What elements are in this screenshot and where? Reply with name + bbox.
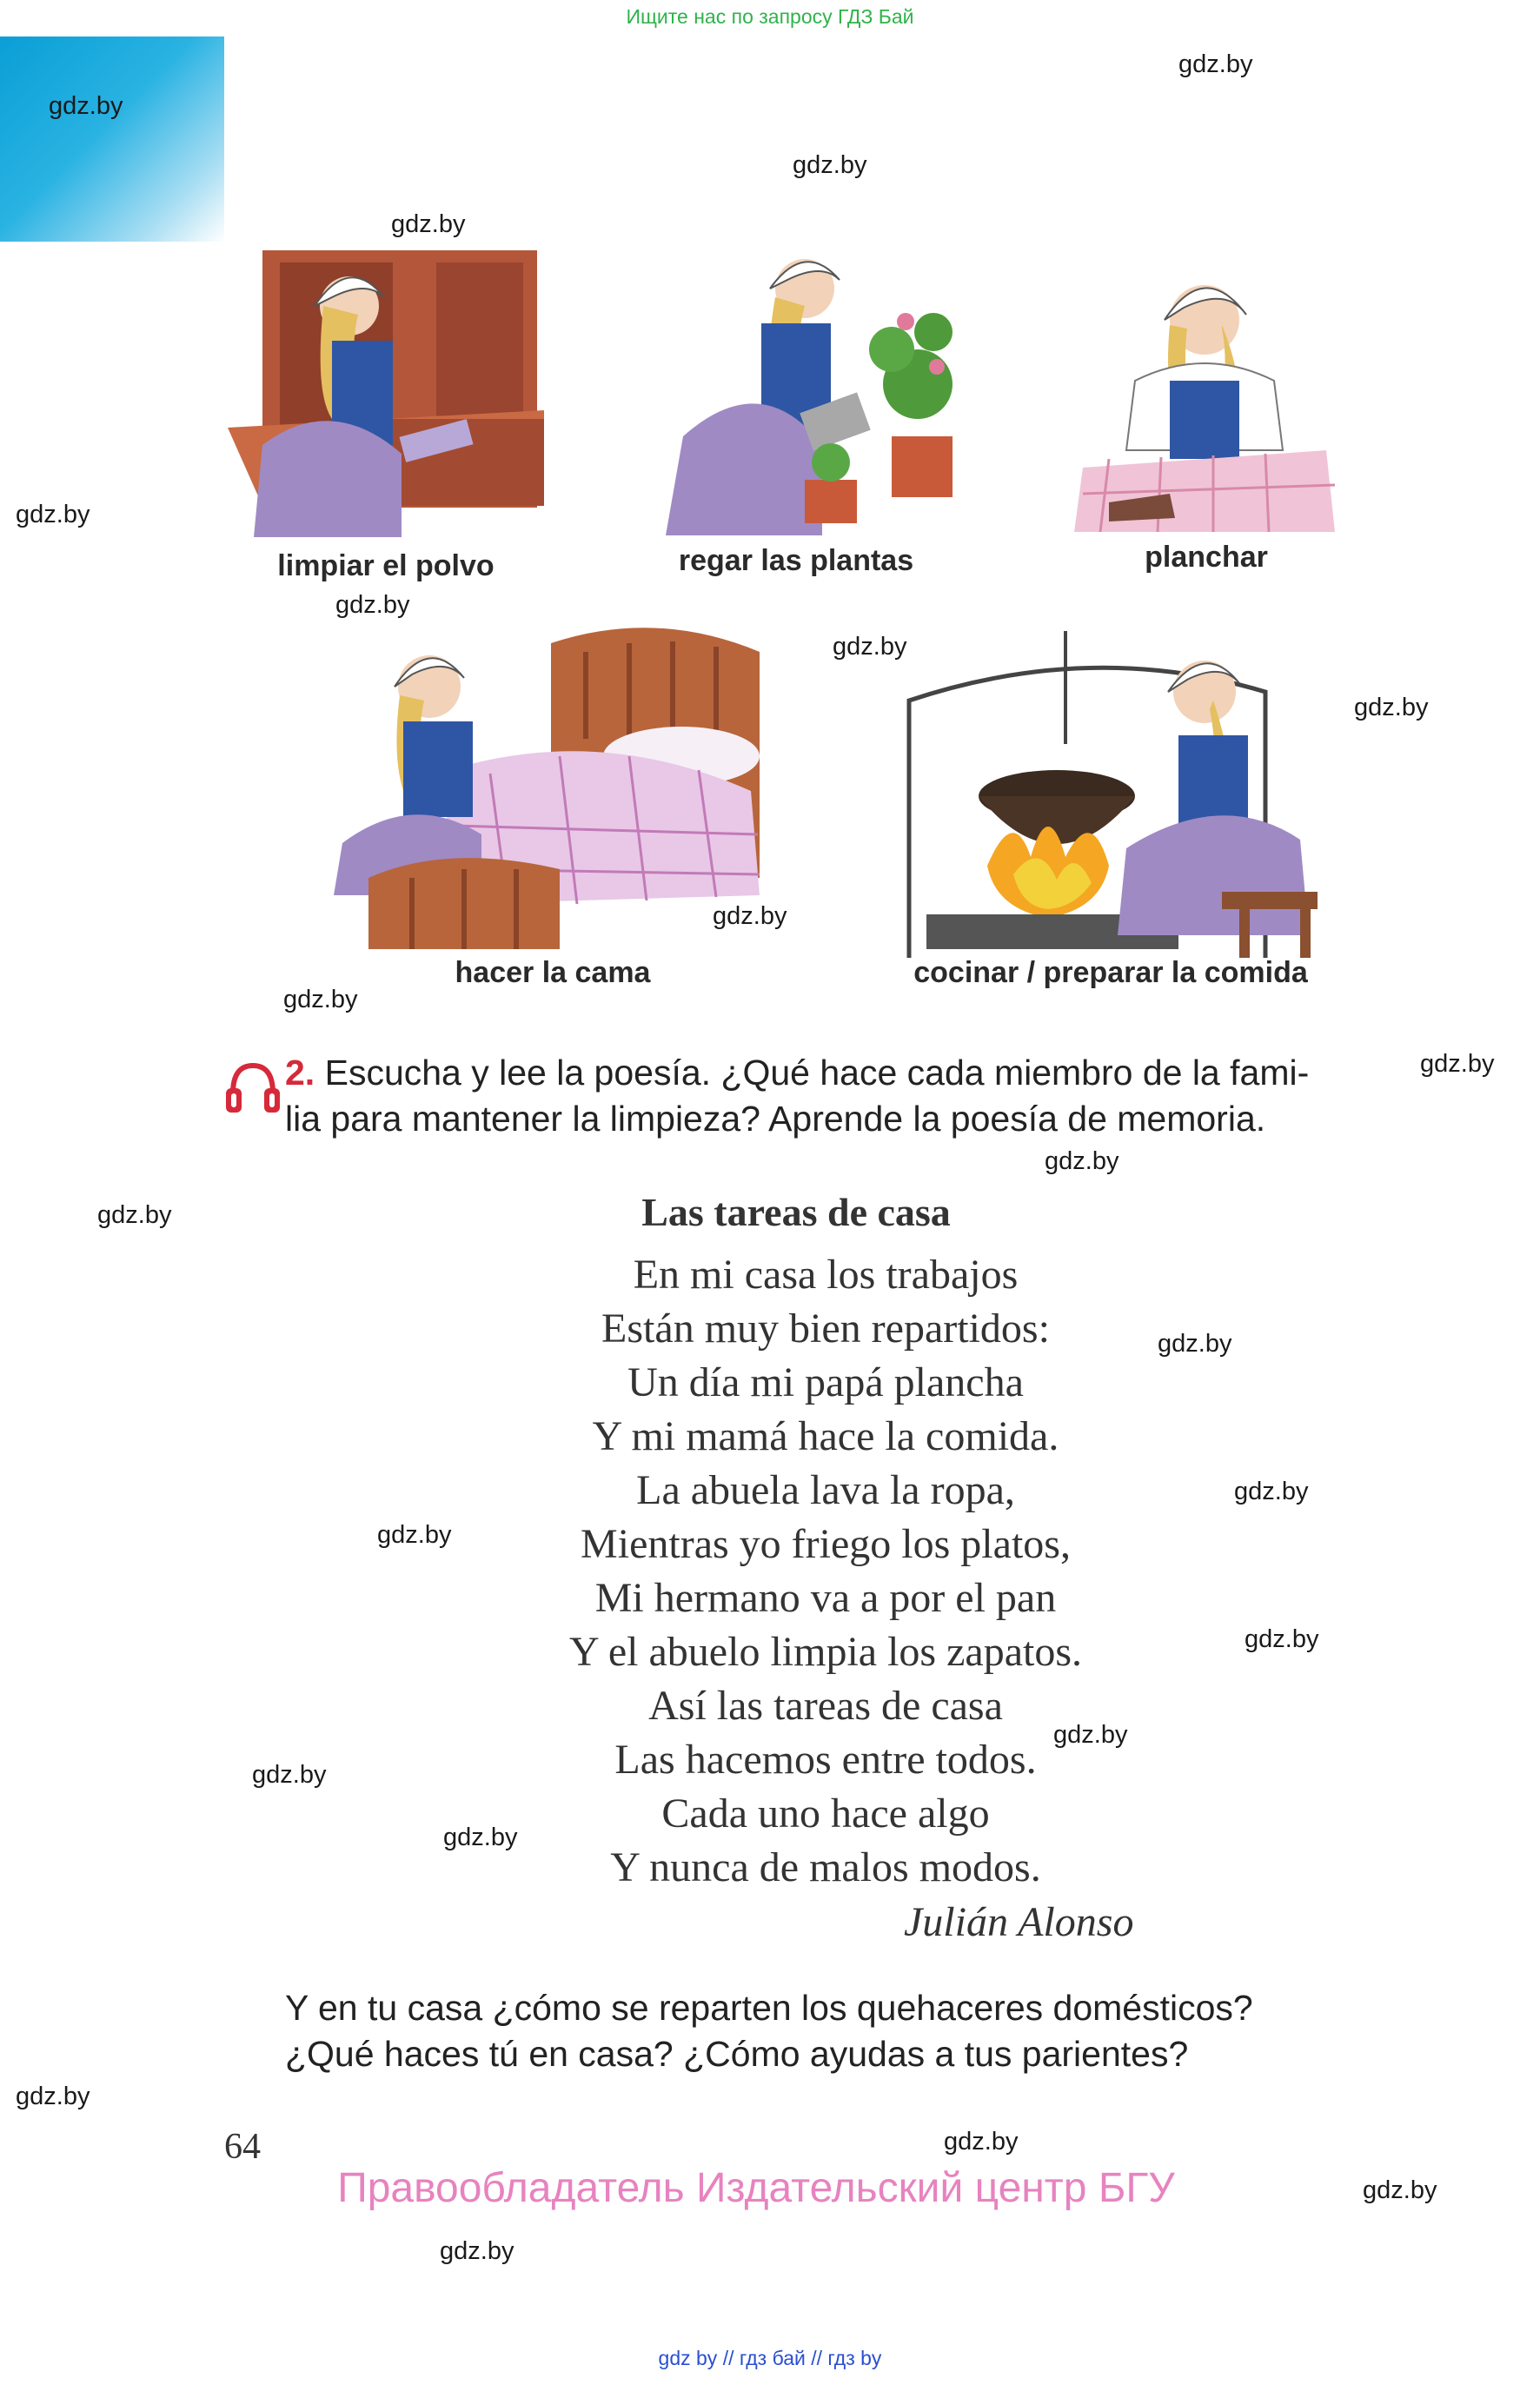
exercise-text-2: lia para mantener la limpieza? Aprende la poesía de memoria. — [285, 1099, 1266, 1139]
poem-author: Julián Alonso — [904, 1899, 1134, 1945]
watermark: gdz.by — [1158, 1330, 1232, 1358]
poem-line: Y mi mamá hace la comida. — [592, 1413, 1059, 1459]
question-line-2: ¿Qué haces tú en casa? ¿Cómo ayudas a tus parientes? — [285, 2034, 1189, 2074]
watermark: gdz.by — [833, 633, 907, 661]
poem-line: Así las tareas de casa — [648, 1683, 1003, 1729]
questions — [285, 1985, 1415, 2077]
watermark: gdz.by — [252, 1761, 327, 1789]
watermark: gdz.by — [440, 2237, 514, 2265]
watermark: gdz.by — [793, 151, 867, 179]
poem-line: Un día mi papá plancha — [627, 1359, 1024, 1405]
caption-ironing: planchar — [1145, 541, 1268, 574]
watermark: gdz.by — [713, 902, 787, 930]
exercise-line-1 — [285, 1050, 1371, 1096]
poem-line: En mi casa los trabajos — [633, 1252, 1019, 1298]
watermark: gdz.by — [1363, 2176, 1437, 2204]
corner-tab — [0, 37, 224, 242]
exercise-2 — [285, 1050, 1371, 1142]
poem-title: Las tareas de casa — [641, 1190, 951, 1234]
exercise-number: 2. — [285, 1053, 315, 1093]
page-number: 64 — [224, 2127, 261, 2167]
exercise-text-1: Escucha y lee la poesía. ¿Qué hace cada miembro de la fami- — [324, 1053, 1310, 1093]
poem-body — [487, 1248, 1165, 1895]
watermark: gdz.by — [391, 210, 466, 238]
caption-watering: regar las plantas — [678, 544, 914, 577]
poem-line: Mi hermano va a por el pan — [594, 1575, 1057, 1621]
headphones-icon — [224, 1060, 282, 1114]
caption-cooking: cocinar / preparar la comida — [913, 956, 1308, 989]
poem-line: Mientras yo friego los platos, — [581, 1521, 1071, 1567]
footer-links: gdz by // гдз бай // гдз by — [658, 2347, 882, 2369]
top-banner: Ищите нас по запросу ГДЗ Бай — [626, 5, 914, 28]
illustration-cooking — [892, 631, 1330, 958]
poem-line: Están muy bien repartidos: — [601, 1305, 1050, 1352]
watermark: gdz.by — [16, 2083, 90, 2110]
caption-making-bed: hacer la cama — [455, 956, 651, 989]
illustration-making-bed — [334, 617, 772, 949]
poem-line: Y nunca de malos modos. — [610, 1844, 1041, 1890]
watermark: gdz.by — [335, 591, 410, 619]
poem-line: Cada uno hace algo — [661, 1790, 990, 1837]
watermark: gdz.by — [1420, 1050, 1495, 1078]
illustration-ironing — [1074, 242, 1338, 532]
poem-line: Las hacemos entre todos. — [614, 1737, 1037, 1783]
watermark: gdz.by — [16, 501, 90, 528]
question-line-1: Y en tu casa ¿cómo se reparten los quehaceres domésticos? — [285, 1988, 1253, 2028]
illustration-watering — [631, 228, 961, 535]
copyright-notice: Правообладатель Издательский центр БГУ — [337, 2165, 1175, 2211]
watermark: gdz.by — [1045, 1147, 1119, 1175]
watermark: gdz.by — [1354, 694, 1429, 721]
watermark: gdz.by — [944, 2128, 1019, 2156]
watermark: gdz.by — [283, 986, 358, 1013]
watermark: gdz.by — [443, 1824, 518, 1851]
watermark: gdz.by — [377, 1521, 452, 1549]
poem-line: La abuela lava la ropa, — [636, 1467, 1015, 1513]
watermark: gdz.by — [1245, 1625, 1319, 1653]
illustration-dusting — [228, 245, 544, 537]
watermark: gdz.by — [49, 92, 123, 120]
watermark: gdz.by — [1234, 1478, 1309, 1505]
caption-dusting: limpiar el polvo — [277, 549, 495, 582]
watermark: gdz.by — [97, 1201, 172, 1229]
watermark: gdz.by — [1053, 1721, 1128, 1749]
watermark: gdz.by — [1178, 50, 1253, 78]
poem-line: Y el abuelo limpia los zapatos. — [568, 1629, 1083, 1675]
